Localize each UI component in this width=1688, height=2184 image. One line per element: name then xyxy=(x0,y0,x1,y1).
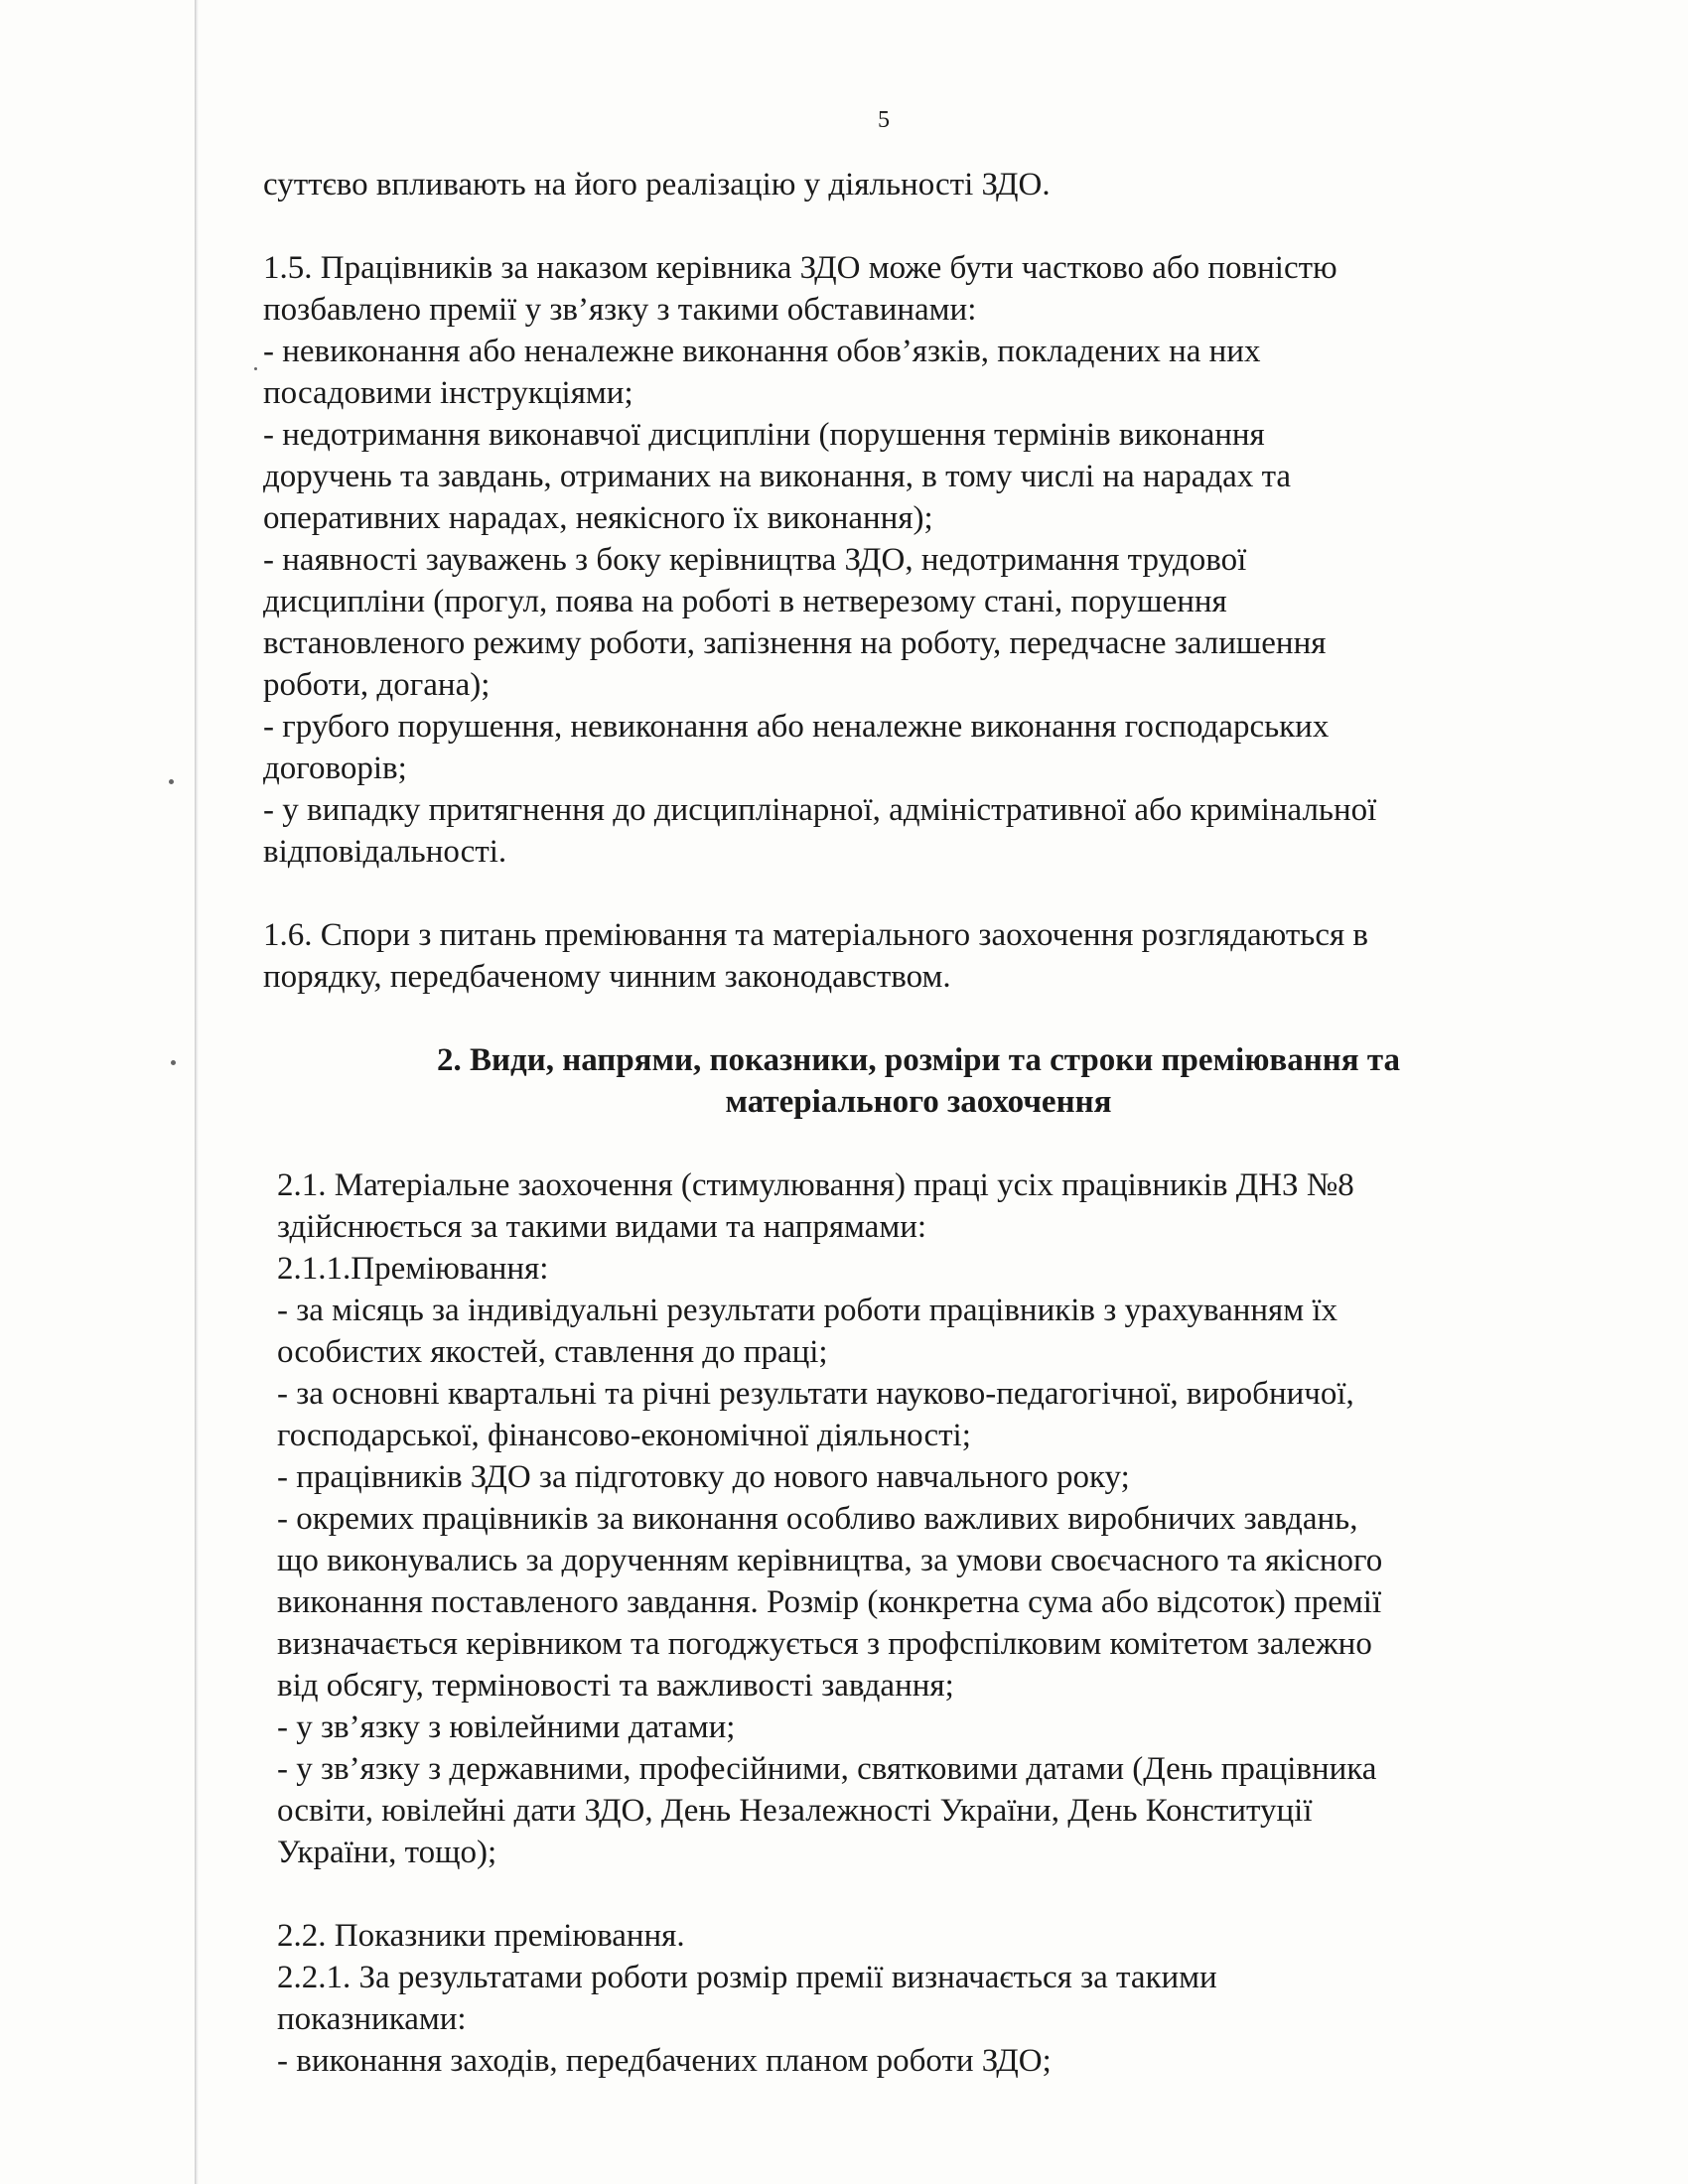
text-line: господарської, фінансово-економічної діяльності; xyxy=(277,1418,971,1453)
text-line: оперативних нарадах, неякісного їх виконання); xyxy=(263,500,933,536)
heading-line: 2. Види, напрями, показники, розміри та строки преміювання та xyxy=(437,1042,1400,1078)
text-line: посадовими інструкціями; xyxy=(263,375,633,411)
text-line: показниками: xyxy=(277,2001,467,2037)
section-1-5 xyxy=(263,247,1534,873)
text-line: - працівників ЗДО за підготовку до нового навчального року; xyxy=(277,1459,1130,1495)
section-1-6 xyxy=(263,914,1534,998)
text-line: України, тощо); xyxy=(277,1835,497,1870)
text-line: - наявності зауважень з боку керівництва ЗДО, недотримання трудової xyxy=(263,542,1247,578)
text-line: порядку, передбаченому чинним законодавством. xyxy=(263,959,951,995)
text-line: встановленого режиму роботи, запізнення на роботу, передчасне залишення xyxy=(263,625,1327,661)
text-line: - грубого порушення, невиконання або неналежне виконання господарських xyxy=(263,709,1330,745)
heading-line: матеріального заохочення xyxy=(725,1084,1112,1120)
text-line: освіти, ювілейні дати ЗДО, День Незалежності України, День Конституції xyxy=(277,1793,1313,1829)
text-line: 1.5. Працівників за наказом керівника ЗДО може бути частково або повністю xyxy=(263,250,1337,286)
text-line: - окремих працівників за виконання особливо важливих виробничих завдань, xyxy=(277,1501,1358,1537)
text-line: позбавлено премії у зв’язку з такими обставинами: xyxy=(263,292,977,328)
text-line: - невиконання або неналежне виконання обов’язків, покладених на них xyxy=(263,334,1261,369)
text-line: 2.2.1. За результатами роботи розмір премії визначається за такими xyxy=(277,1960,1217,1995)
text-line: роботи, догана); xyxy=(263,667,491,703)
section-2-heading xyxy=(263,1039,1534,1123)
text-line: - у зв’язку з ювілейними датами; xyxy=(277,1709,736,1745)
intro-line: суттєво впливають на його реалізацію у діяльності ЗДО. xyxy=(263,167,1051,203)
text-line: виконання поставленого завдання. Розмір (конкретна сума або відсоток) премії xyxy=(277,1584,1382,1620)
scan-binding-edge xyxy=(195,0,199,2184)
text-line: 2.1.1.Преміювання: xyxy=(277,1251,549,1287)
text-line: доручень та завдань, отриманих на виконання, в тому числі на нарадах та xyxy=(263,459,1292,494)
text-line: здійснюється за такими видами та напрямами: xyxy=(277,1209,927,1245)
section-2-1 xyxy=(263,1164,1534,1873)
text-line: договорів; xyxy=(263,751,407,786)
text-line: дисципліни (прогул, поява на роботі в нетверезому стані, порушення xyxy=(263,584,1227,619)
text-line: 2.2. Показники преміювання. xyxy=(277,1918,685,1954)
text-line: - виконання заходів, передбачених планом роботи ЗДО; xyxy=(277,2043,1052,2079)
section-2-2 xyxy=(263,1915,1534,2082)
text-line: - недотримання виконавчої дисципліни (порушення термінів виконання xyxy=(263,417,1265,453)
document-body xyxy=(263,164,1534,2082)
scan-speck xyxy=(254,367,257,370)
text-line: 2.1. Матеріальне заохочення (стимулювання) праці усіх працівників ДНЗ №8 xyxy=(277,1167,1354,1203)
text-line: відповідальності. xyxy=(263,834,507,870)
text-line: - за основні квартальні та річні результати науково-педагогічної, виробничої, xyxy=(277,1376,1354,1412)
page-number: 5 xyxy=(878,107,890,133)
scan-speck xyxy=(169,779,174,784)
scan-speck xyxy=(171,1060,176,1065)
text-line: особистих якостей, ставлення до праці; xyxy=(277,1334,828,1370)
text-line: 1.6. Спори з питань преміювання та матеріального заохочення розглядаються в xyxy=(263,917,1368,953)
text-line: від обсягу, терміновості та важливості завдання; xyxy=(277,1668,954,1704)
text-line: визначається керівником та погоджується з профспілковим комітетом залежно xyxy=(277,1626,1372,1662)
text-line: - у зв’язку з державними, професійними, святковими датами (День працівника xyxy=(277,1751,1377,1787)
text-line: що виконувались за дорученням керівництва, за умови своєчасного та якісного xyxy=(277,1543,1383,1578)
text-line: - у випадку притягнення до дисциплінарної, адміністративної або кримінальної xyxy=(263,792,1377,828)
text-line: - за місяць за індивідуальні результати роботи працівників з урахуванням їх xyxy=(277,1293,1338,1328)
